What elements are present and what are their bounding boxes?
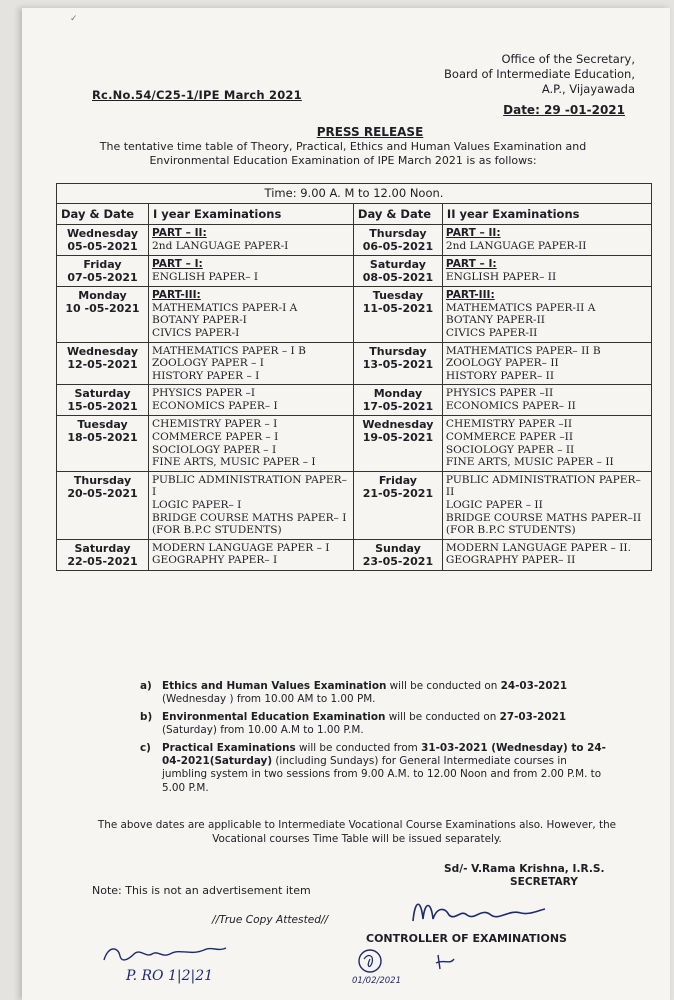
exam-date: 06-05-2021: [362, 240, 434, 254]
day-date-cell: [57, 539, 149, 570]
day-date-cell: [57, 256, 149, 287]
controller-signature: [405, 893, 555, 933]
subject-line: ECONOMICS PAPER– II: [445, 399, 576, 412]
note-text: will be conducted on: [385, 710, 497, 723]
part-label: PART – I:: [152, 258, 203, 271]
advertisement-note: Note: This is not an advertisement item: [92, 884, 311, 897]
subject-line: MATHEMATICS PAPER– II B: [445, 344, 601, 357]
day-date-cell: [353, 342, 442, 385]
subjects-cell: [149, 385, 354, 416]
subject-line: BOTANY PAPER-I: [152, 314, 247, 327]
day-name: Tuesday: [372, 289, 424, 303]
subject-line: (FOR B.P.C STUDENTS): [445, 524, 576, 537]
subjects-cell: [442, 256, 651, 287]
subjects-cell: [442, 471, 651, 539]
office-line: A.P., Vijayawada: [541, 82, 635, 96]
note-label: c): [140, 741, 151, 754]
exam-date: 13-05-2021: [362, 357, 434, 371]
note-text: will be conducted on: [386, 680, 498, 692]
subjects-cell: [149, 471, 354, 539]
part-label: PART – II:: [445, 227, 501, 240]
subject-line: CHEMISTRY PAPER – I: [152, 418, 278, 431]
subject-line: SOCIOLOGY PAPER – II: [445, 443, 575, 456]
subject-line: FINE ARTS, MUSIC PAPER – I: [152, 456, 316, 469]
subjects-cell: [149, 225, 354, 256]
subjects-cell: [149, 256, 354, 287]
subjects-cell: [149, 539, 354, 570]
vocational-note: The above dates are applicable to Intermediate Vocational Course Examinations also. However, the Vocational courses Time Table will be issued separately.: [97, 819, 617, 845]
table-row: [57, 225, 652, 256]
subject-line: 2nd LANGUAGE PAPER-I: [152, 239, 289, 252]
signatory-designation: SECRETARY: [510, 876, 578, 888]
column-header: II year Examinations: [442, 203, 651, 225]
subjects-cell: [149, 416, 354, 471]
day-name: Thursday: [369, 344, 427, 358]
subjects-cell: [442, 385, 651, 416]
subjects-cell: [442, 539, 651, 570]
subject-line: PHYSICS PAPER –I: [152, 387, 256, 400]
subject-line: 2nd LANGUAGE PAPER-II: [445, 239, 587, 252]
note-date: 31-03-2021 (Wednesday) to 24-04-2021(Saturday): [162, 741, 606, 768]
controller-of-examinations: CONTROLLER OF EXAMINATIONS: [366, 932, 567, 945]
exam-timetable: [56, 183, 652, 571]
day-name: Saturday: [74, 541, 131, 555]
table-row: [57, 385, 652, 416]
true-copy-attested: //True Copy Attested//: [212, 914, 329, 926]
exam-date: 23-05-2021: [362, 554, 434, 568]
table-row: [57, 471, 652, 539]
day-date-cell: [353, 225, 442, 256]
exam-date: 07-05-2021: [67, 271, 138, 285]
note-date: 27-03-2021: [499, 710, 567, 723]
exam-date: 10 -05-2021: [65, 302, 140, 316]
day-name: Friday: [378, 473, 417, 487]
subject-line: FINE ARTS, MUSIC PAPER – II: [445, 456, 614, 469]
subject-line: CIVICS PAPER-I: [152, 326, 240, 339]
day-name: Sunday: [375, 541, 421, 555]
note-text: (Wednesday ) from 10.00 AM to 1.00 PM.: [162, 693, 376, 706]
note-subject: Environmental Education Examination: [162, 710, 386, 723]
exam-date: 11-05-2021: [362, 302, 434, 316]
day-date-cell: [57, 385, 149, 416]
exam-date: 08-05-2021: [362, 271, 434, 285]
exam-date: 22-05-2021: [67, 554, 138, 568]
subject-line: PUBLIC ADMINISTRATION PAPER–I: [152, 473, 347, 499]
table-row: [57, 287, 652, 342]
exam-date: 21-05-2021: [362, 486, 434, 500]
table-row: [57, 416, 652, 471]
subject-line: CIVICS PAPER-II: [445, 326, 538, 339]
column-header: Day & Date: [57, 203, 149, 225]
day-date-cell: [57, 342, 149, 385]
day-name: Monday: [78, 289, 127, 303]
subject-line: (FOR B.P.C STUDENTS): [152, 524, 282, 537]
day-name: Thursday: [73, 473, 132, 487]
exam-date: 20-05-2021: [67, 486, 138, 500]
note-text: will be conducted from: [295, 741, 422, 754]
punch-mark: ✓: [70, 14, 78, 24]
pro-sign-text: P. RO 1|2|21: [126, 968, 214, 984]
subjects-cell: [442, 225, 651, 256]
subject-line: MATHEMATICS PAPER – I B: [152, 344, 306, 357]
subjects-cell: [442, 416, 651, 471]
subject-line: MATHEMATICS PAPER-I A: [152, 301, 298, 314]
subject-line: SOCIOLOGY PAPER – I: [152, 443, 277, 456]
subject-line: MODERN LANGUAGE PAPER – II.: [445, 541, 631, 554]
subject-line: ECONOMICS PAPER– I: [152, 399, 278, 412]
day-name: Saturday: [74, 387, 131, 401]
table-row: [57, 539, 652, 570]
table-row: [57, 256, 652, 287]
day-date-cell: [57, 287, 149, 342]
subject-line: MATHEMATICS PAPER-II A: [445, 301, 596, 314]
note-text: (Saturday) from 10.00 A.M to 1.00 P.M.: [162, 724, 364, 737]
press-release-intro: The tentative time table of Theory, Practical, Ethics and Human Values Examination and Environmental Education Examination of IPE March 2021 is as follows:: [99, 140, 587, 167]
office-line: Office of the Secretary,: [501, 52, 635, 66]
subject-line: ENGLISH PAPER– I: [152, 270, 259, 283]
signatory-name: Sd/- V.Rama Krishna, I.R.S.: [444, 863, 605, 875]
day-name: Wednesday: [362, 418, 434, 432]
document-date: Date: 29 -01-2021: [503, 103, 625, 117]
note-subject: Ethics and Human Values Examination: [162, 680, 387, 692]
subject-line: ZOOLOGY PAPER – I: [152, 357, 264, 370]
subject-line: HISTORY PAPER– II: [445, 369, 555, 382]
day-name: Thursday: [369, 227, 427, 241]
day-date-cell: [57, 471, 149, 539]
day-date-cell: [57, 416, 149, 471]
subject-line: BOTANY PAPER-II: [445, 314, 545, 327]
subjects-cell: [442, 342, 651, 385]
subject-line: GEOGRAPHY PAPER– I: [152, 554, 278, 567]
day-name: Wednesday: [66, 344, 139, 358]
press-release-title: PRESS RELEASE: [316, 125, 424, 139]
day-name: Saturday: [369, 258, 426, 272]
subject-line: MODERN LANGUAGE PAPER – I: [152, 541, 330, 554]
day-date-cell: [353, 256, 442, 287]
day-date-cell: [353, 539, 442, 570]
subject-line: BRIDGE COURSE MATHS PAPER–II: [445, 511, 642, 524]
note-label: b): [140, 710, 153, 723]
exam-date: 05-05-2021: [67, 240, 138, 254]
day-date-cell: [353, 385, 442, 416]
table-row: [57, 342, 652, 385]
column-header: I year Examinations: [149, 203, 354, 225]
exam-date: 17-05-2021: [362, 400, 434, 414]
notes-list: [140, 680, 610, 799]
subject-line: LOGIC PAPER– I: [152, 498, 242, 511]
reference-number: Rc.No.54/C25-1/IPE March 2021: [92, 88, 302, 102]
subject-line: HISTORY PAPER – I: [152, 369, 260, 382]
day-name: Tuesday: [77, 418, 128, 432]
day-name: Monday: [373, 387, 423, 401]
note-label: a): [140, 680, 152, 692]
office-address: [430, 52, 635, 97]
subject-line: LOGIC PAPER – II: [445, 498, 543, 511]
exam-date: 19-05-2021: [362, 431, 434, 445]
subject-line: PHYSICS PAPER –II: [445, 387, 554, 400]
day-date-cell: [353, 287, 442, 342]
sign-date: 01/02/2021: [352, 976, 401, 986]
note-date: 24-03-2021: [500, 680, 568, 692]
subjects-cell: [149, 287, 354, 342]
subject-line: COMMERCE PAPER – I: [152, 430, 279, 443]
note-item: [140, 742, 610, 796]
part-label: PART-III:: [152, 289, 201, 302]
day-name: Friday: [83, 258, 122, 272]
office-line: Board of Intermediate Education,: [444, 67, 635, 81]
part-label: PART-III:: [445, 289, 495, 302]
note-text: (including Sundays) for General Intermediate courses in jumbling system in two sessions from 9.00 A.M. to 12.00 Noon and from 2.00 P.M. to 5.00 P.M.: [162, 755, 602, 794]
column-header: Day & Date: [353, 203, 442, 225]
exam-time: Time: 9.00 A. M to 12.00 Noon.: [57, 184, 652, 204]
subjects-cell: [442, 287, 651, 342]
subject-line: COMMERCE PAPER –II: [445, 430, 573, 443]
note-item: [140, 711, 610, 738]
subject-line: CHEMISTRY PAPER –II: [445, 418, 573, 431]
day-name: Wednesday: [66, 227, 139, 241]
exam-date: 12-05-2021: [67, 357, 138, 371]
part-label: PART – II:: [152, 227, 207, 240]
subject-line: GEOGRAPHY PAPER– II: [445, 554, 576, 567]
subject-line: BRIDGE COURSE MATHS PAPER– I: [152, 511, 347, 524]
day-date-cell: [353, 471, 442, 539]
subject-line: ZOOLOGY PAPER– II: [445, 357, 559, 370]
exam-date: 18-05-2021: [67, 431, 138, 445]
subject-line: PUBLIC ADMINISTRATION PAPER–II: [445, 473, 641, 499]
note-subject: Practical Examinations: [162, 741, 296, 754]
note-item: [140, 680, 610, 707]
subject-line: ENGLISH PAPER– II: [445, 270, 557, 283]
day-date-cell: [353, 416, 442, 471]
day-date-cell: [57, 225, 149, 256]
part-label: PART – I:: [445, 258, 497, 271]
subjects-cell: [149, 342, 354, 385]
exam-date: 15-05-2021: [67, 400, 138, 414]
signatory-block: [444, 863, 605, 889]
